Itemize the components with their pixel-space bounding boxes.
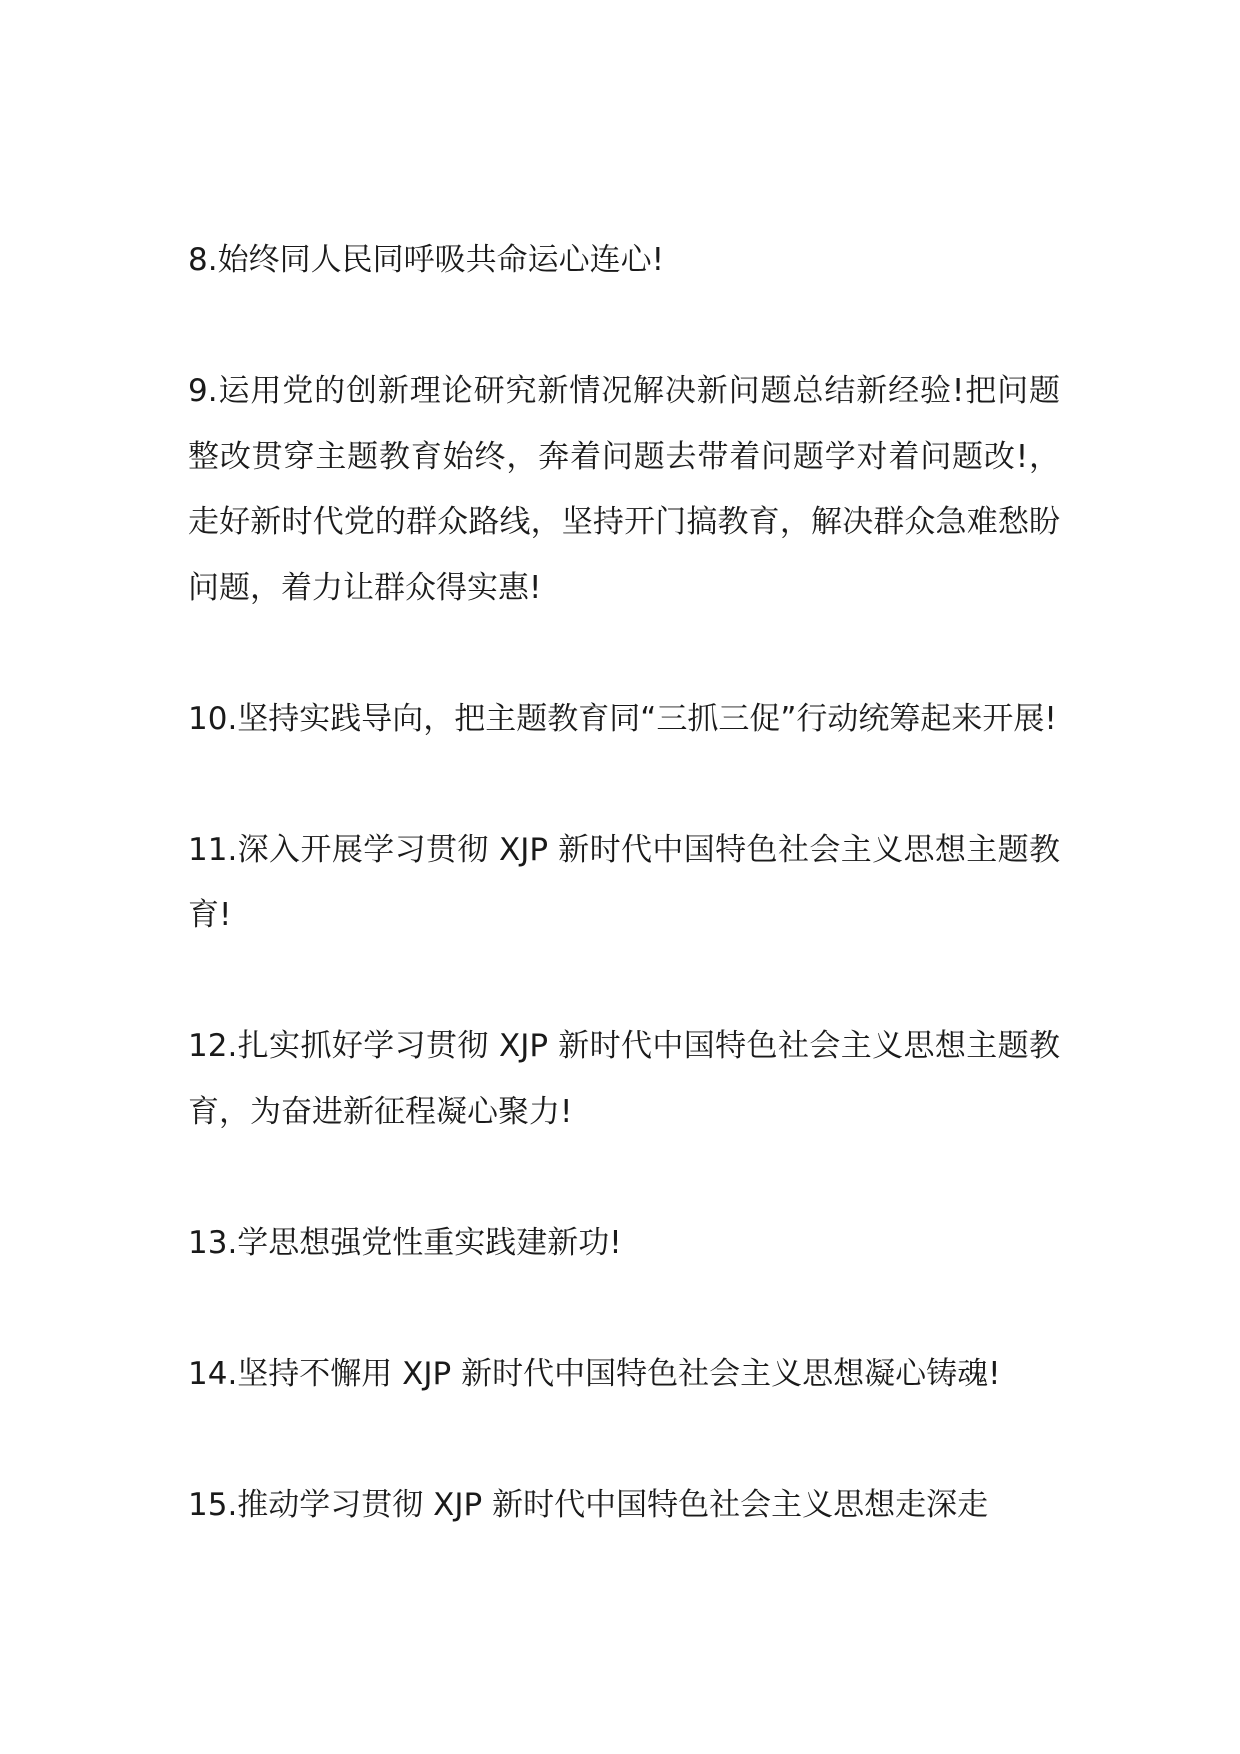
slogan-paragraph-8: 8.始终同人民同呼吸共命运心连心! xyxy=(188,242,665,278)
slogan-paragraph-9: 9.运用党的创新理论研究新情况解决新问题总结新经验!把问题整改贯穿主题教育始终，奔着问题去带着问题学对着问题改!，走好新时代党的群众路线，坚持开门搞教育，解决群众急难愁盼问题，着力让群众得实惠! xyxy=(188,373,1060,606)
slogan-paragraph-11: 11.深入开展学习贯彻 XJP 新时代中国特色社会主义思想主题教育! xyxy=(188,831,1060,933)
slogan-paragraph-13: 13.学思想强党性重实践建新功! xyxy=(188,1224,622,1261)
document-body xyxy=(188,228,1060,1604)
slogan-paragraph-15: 15.推动学习贯彻 XJP 新时代中国特色社会主义思想走深走 xyxy=(188,1486,989,1523)
slogan-paragraph-14: 14.坚持不懈用 XJP 新时代中国特色社会主义思想凝心铸魂! xyxy=(188,1355,1001,1392)
slogan-paragraph-12: 12.扎实抓好学习贯彻 XJP 新时代中国特色社会主义思想主题教育，为奋进新征程凝心聚力! xyxy=(188,1028,1060,1130)
slogan-paragraph-10: 10.坚持实践导向，把主题教育同“三抓三促”行动统筹起来开展! xyxy=(188,700,1057,737)
